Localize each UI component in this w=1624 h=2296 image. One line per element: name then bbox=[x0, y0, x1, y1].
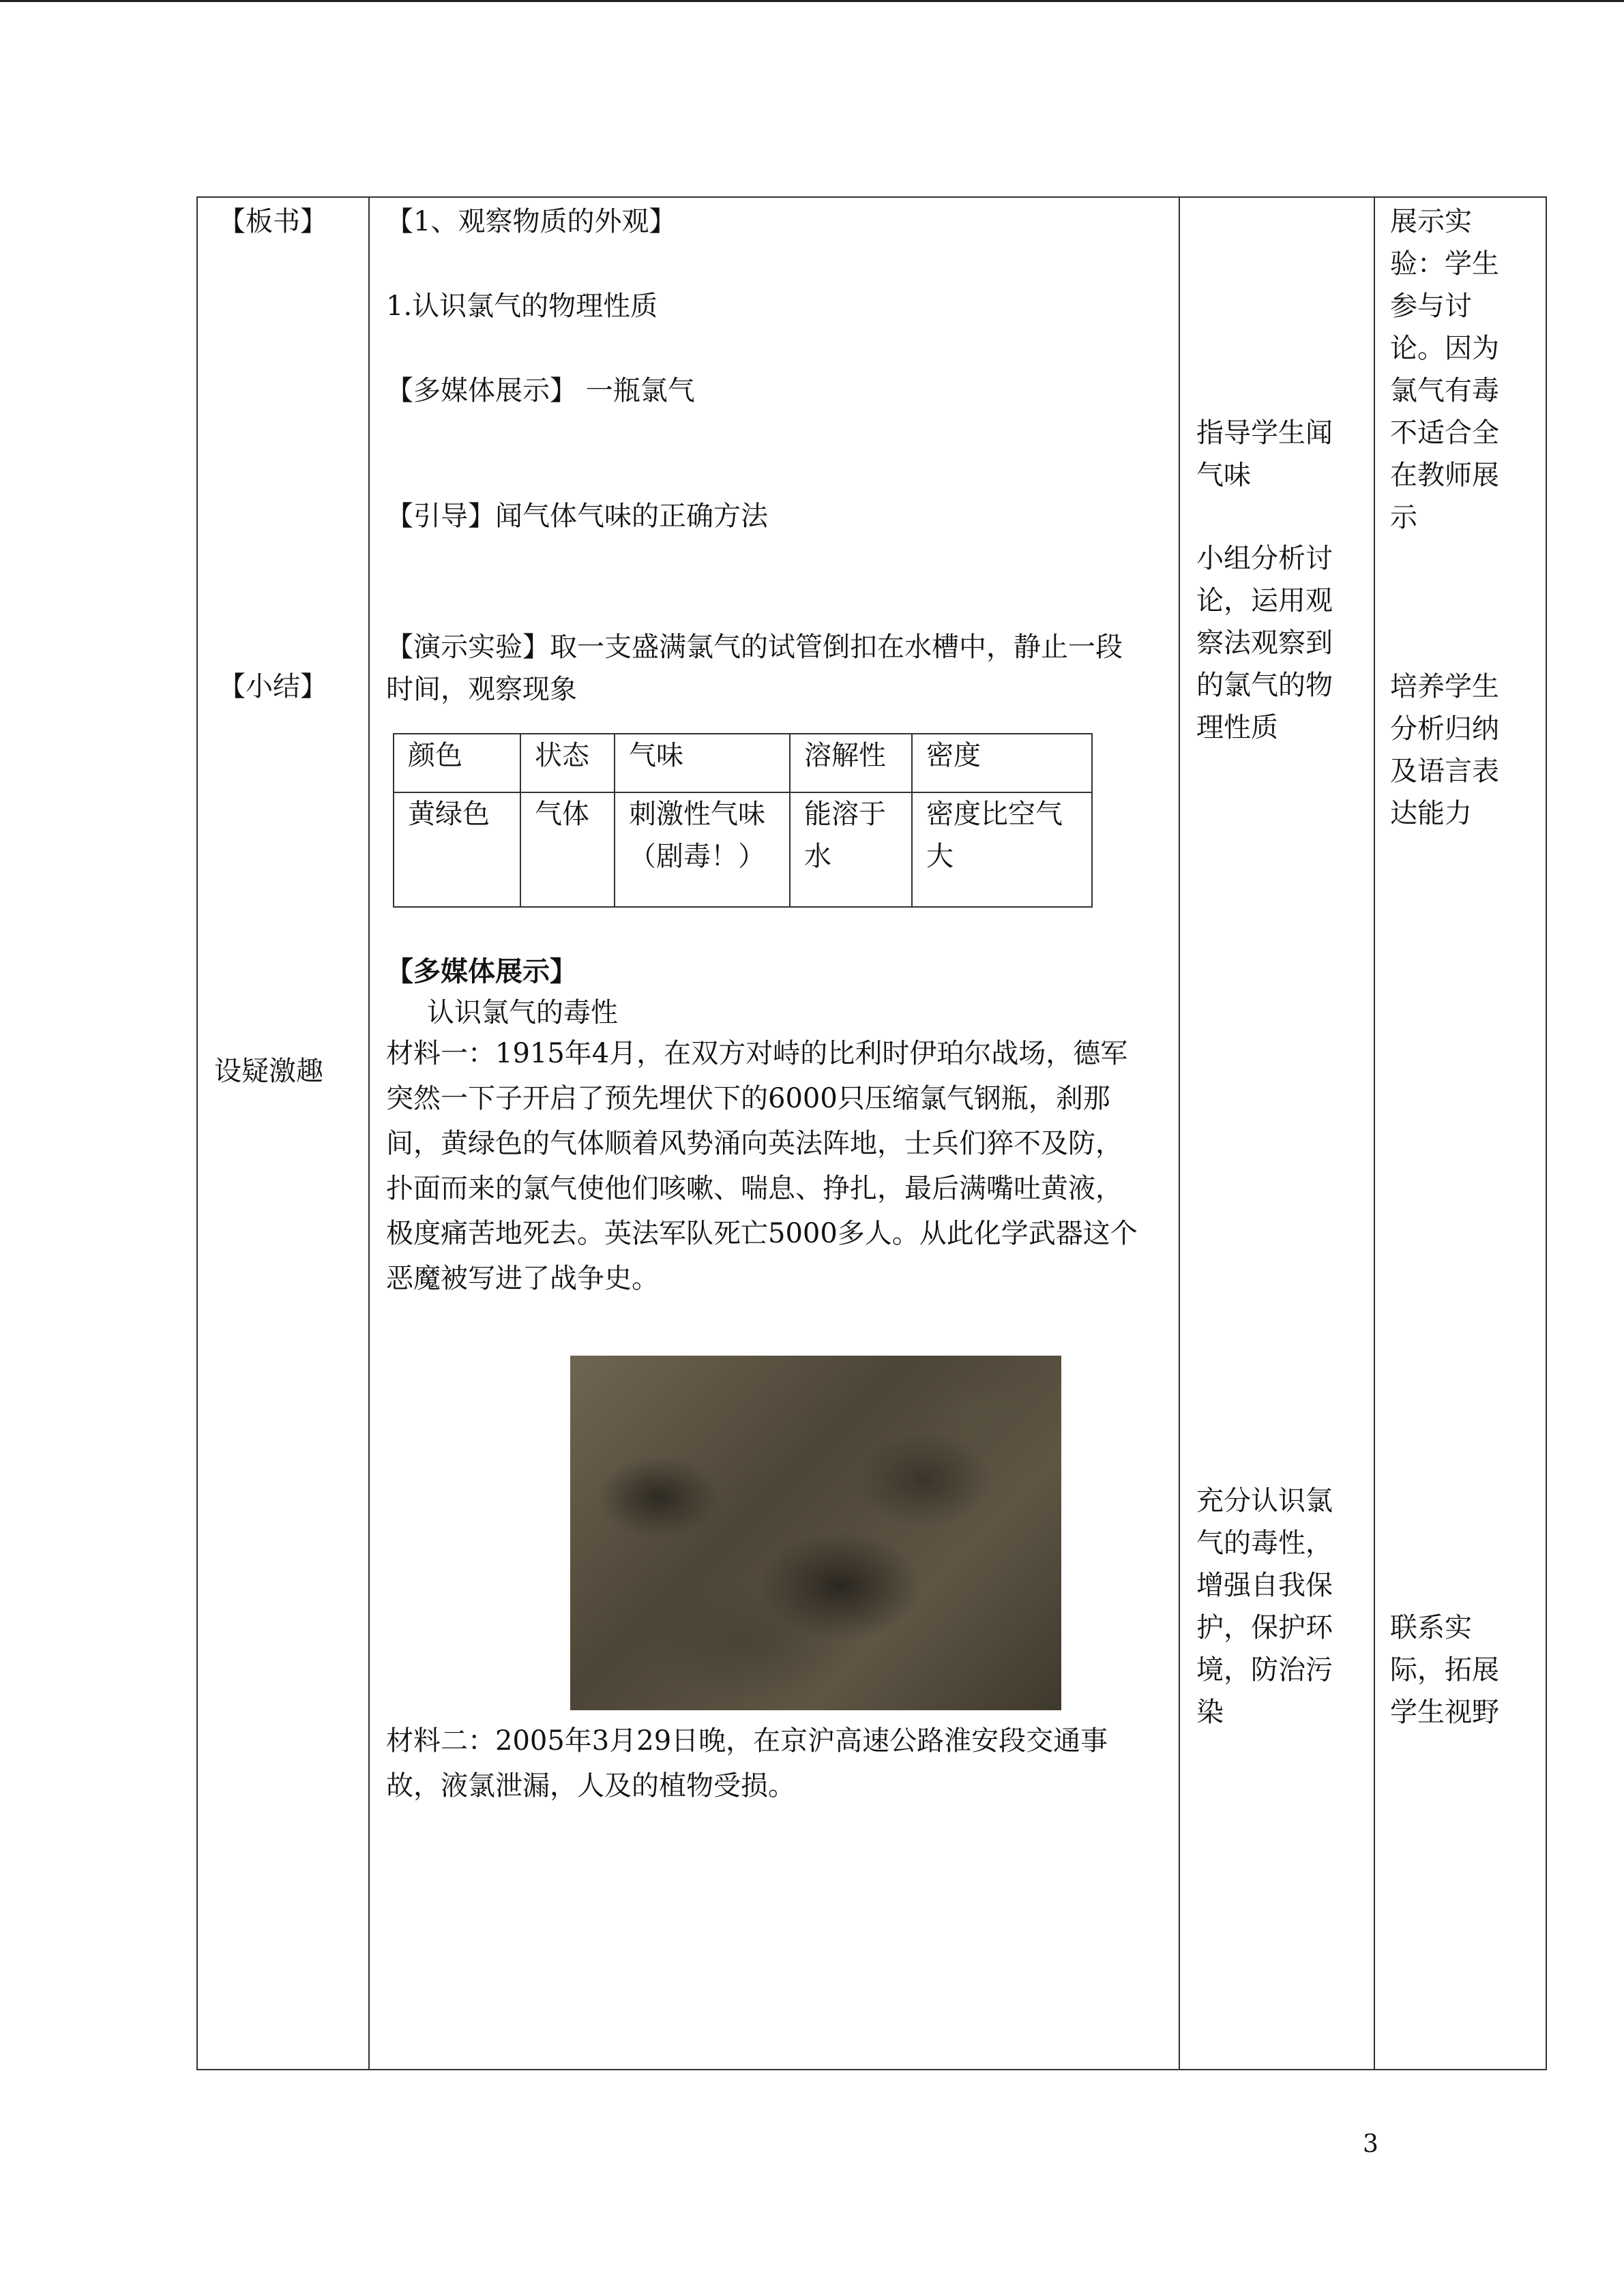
toxicity-goal-line: 境，防治污 bbox=[1196, 1654, 1333, 1686]
table-cell: 刺激性气味（剧毒！） bbox=[615, 792, 790, 907]
group-discussion-line: 论，运用观 bbox=[1196, 585, 1333, 616]
media-title: 【多媒体展示】 bbox=[386, 955, 577, 987]
group-discussion-line: 小组分析讨 bbox=[1196, 543, 1333, 574]
column-divider bbox=[1179, 198, 1180, 2069]
media-display-line: 【多媒体展示】 一瓶氯气 bbox=[386, 375, 695, 406]
table-cell: 密度比空气大 bbox=[912, 792, 1092, 907]
contact-goal-line: 学生视野 bbox=[1390, 1697, 1499, 1728]
demo-purpose-line: 在教师展 bbox=[1390, 460, 1499, 491]
guide-line: 【引导】闻气体气味的正确方法 bbox=[386, 501, 768, 532]
label-sheyi: 设疑激趣 bbox=[214, 1056, 323, 1087]
demo-purpose-line: 不适合全 bbox=[1390, 417, 1499, 449]
lesson-plan-table bbox=[196, 196, 1547, 2070]
ability-goal-line: 培养学生 bbox=[1390, 671, 1499, 702]
group-discussion-line: 理性质 bbox=[1196, 712, 1278, 743]
label-banshu: 【板书】 bbox=[218, 206, 327, 237]
media-subtitle: 认识氯气的毒性 bbox=[427, 997, 618, 1028]
toxicity-goal-line: 护，保护环 bbox=[1196, 1612, 1333, 1643]
material-two-line: 故，液氯泄漏，人及的植物受损。 bbox=[386, 1770, 795, 1802]
heading-physical-properties: 1.认识氯气的物理性质 bbox=[386, 290, 658, 322]
material-one-line: 极度痛苦地死去。英法军队死亡5000多人。从此化学武器这个 bbox=[386, 1218, 1138, 1249]
toxicity-goal-line: 染 bbox=[1196, 1697, 1224, 1728]
table-row bbox=[394, 792, 1092, 907]
ability-goal-line: 达能力 bbox=[1390, 798, 1472, 829]
historical-photo bbox=[570, 1356, 1061, 1710]
header-cell: 颜色 bbox=[394, 734, 520, 792]
header-cell: 溶解性 bbox=[790, 734, 912, 792]
properties-table bbox=[393, 733, 1093, 908]
contact-goal-line: 际，拓展 bbox=[1390, 1654, 1499, 1686]
group-discussion-line: 察法观察到 bbox=[1196, 627, 1333, 659]
demo-purpose-line: 氯气有毒 bbox=[1390, 375, 1499, 406]
table-cell: 黄绿色 bbox=[394, 792, 520, 907]
material-one-line: 材料一：1915年4月，在双方对峙的比利时伊珀尔战场，德军 bbox=[386, 1038, 1128, 1069]
header-cell: 状态 bbox=[520, 734, 615, 792]
demo-purpose-line: 参与讨 bbox=[1390, 290, 1472, 322]
guide-smell-line: 指导学生闻 bbox=[1196, 417, 1333, 449]
ability-goal-line: 分析归纳 bbox=[1390, 713, 1499, 745]
toxicity-goal-line: 气的毒性， bbox=[1196, 1527, 1333, 1559]
page-number: 3 bbox=[1363, 2130, 1378, 2158]
table-cell: 气体 bbox=[520, 792, 615, 907]
toxicity-goal-line: 增强自我保 bbox=[1196, 1570, 1333, 1601]
demo-purpose-line: 示 bbox=[1390, 502, 1417, 533]
demo-purpose-line: 论。因为 bbox=[1390, 333, 1499, 364]
material-two-line: 材料二：2005年3月29日晚，在京沪高速公路淮安段交通事 bbox=[386, 1725, 1108, 1757]
demo-line-1: 【演示实验】取一支盛满氯气的试管倒扣在水槽中，静止一段 bbox=[386, 631, 1123, 663]
header-cell: 密度 bbox=[912, 734, 1092, 792]
material-one-line: 扑面而来的氯气使他们咳嗽、喘息、挣扎，最后满嘴吐黄液， bbox=[386, 1173, 1123, 1204]
toxicity-goal-line: 充分认识氯 bbox=[1196, 1485, 1333, 1517]
demo-line-2: 时间，观察现象 bbox=[386, 674, 577, 705]
material-one-line: 突然一下子开启了预先埋伏下的6000只压缩氯气钢瓶，刹那 bbox=[386, 1083, 1110, 1114]
contact-goal-line: 联系实 bbox=[1390, 1612, 1472, 1643]
column-divider bbox=[368, 198, 370, 2069]
table-header-row bbox=[394, 734, 1092, 792]
header-cell: 气味 bbox=[615, 734, 790, 792]
material-one-line: 恶魔被写进了战争史。 bbox=[386, 1263, 659, 1294]
heading-observe: 【1、观察物质的外观】 bbox=[386, 206, 677, 237]
demo-purpose-line: 展示实 bbox=[1390, 206, 1472, 237]
material-one-line: 间，黄绿色的气体顺着风势涌向英法阵地，士兵们猝不及防， bbox=[386, 1128, 1123, 1159]
group-discussion-line: 的氯气的物 bbox=[1196, 670, 1333, 701]
column-divider bbox=[1374, 198, 1375, 2069]
ability-goal-line: 及语言表 bbox=[1390, 756, 1499, 787]
demo-purpose-line: 验：学生 bbox=[1390, 248, 1499, 280]
label-xiaojie: 【小结】 bbox=[218, 671, 327, 702]
top-border bbox=[0, 0, 1624, 2]
guide-smell-line: 气味 bbox=[1196, 460, 1251, 491]
table-cell: 能溶于水 bbox=[790, 792, 912, 907]
